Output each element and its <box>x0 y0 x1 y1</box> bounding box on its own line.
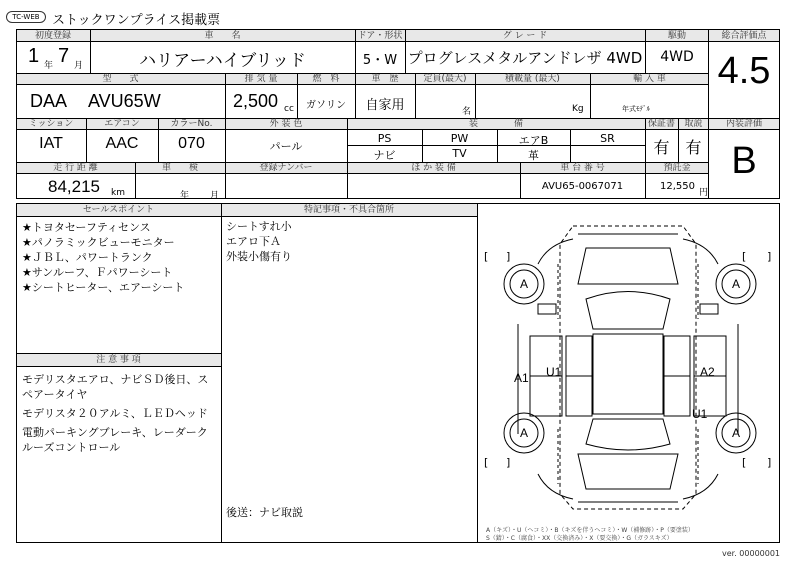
damage-mark: U1 <box>546 365 562 379</box>
bracket: [ <box>484 250 489 263</box>
car-name-value: ハリアーハイブリッド <box>139 51 306 71</box>
equip-3: エアB <box>518 134 549 147</box>
note-item: 外装小傷有り <box>226 250 292 263</box>
label-first-reg: 初度登録 <box>34 31 71 41</box>
legend-line-2: S（錆）・C（腐食）・XX（交換済み）・X（要交換）・G（ガラスキズ） <box>486 535 673 542</box>
manual-value: 有 <box>685 138 702 157</box>
unit-km: km <box>111 188 125 198</box>
bracket: ] <box>506 456 511 469</box>
displacement-value: 2,500 <box>233 91 279 111</box>
equip-5: ナビ <box>373 149 396 162</box>
label-overall-eval: 総合評価点 <box>721 31 767 41</box>
grade-value: プログレスメタルアンドレザ 4WD <box>407 49 643 67</box>
label-cautions: 注 意 事 項 <box>96 355 141 365</box>
label-inspection: 車 検 <box>161 163 198 173</box>
mileage-value: 84,215 <box>48 177 100 196</box>
damage-mark: U1 <box>692 407 708 421</box>
unit-year-1: 年 <box>44 61 54 71</box>
label-equipment: 装 備 <box>468 119 523 129</box>
unit-month-1: 月 <box>74 61 84 71</box>
tire-front-left: A <box>520 277 529 291</box>
history-value: 自家用 <box>365 98 405 113</box>
unit-month-2: 月 <box>210 191 220 201</box>
label-manual: 取説 <box>684 119 703 129</box>
notes-footer: 後送：ナビ取説 <box>226 506 303 519</box>
unit-kg: Kg <box>572 104 584 114</box>
sales-point: ★シートヒーター、エアーシート <box>22 281 185 294</box>
sales-point: ★サンルーフ、Ｆパワーシート <box>22 266 173 279</box>
label-drive: 駆動 <box>667 31 686 41</box>
label-notes: 特記事項・不具合箇所 <box>303 205 394 215</box>
unit-year-2: 年 <box>180 191 190 201</box>
bracket: [ <box>484 456 489 469</box>
bracket: ] <box>506 250 511 263</box>
damage-mark: A1 <box>514 371 529 385</box>
drive-value: 4WD <box>660 49 694 65</box>
label-interior-eval: 内装評価 <box>725 119 762 129</box>
note-item: エアロ下Ａ <box>226 235 281 248</box>
unit-cc: cc <box>284 104 294 114</box>
equip-4: SR <box>600 132 615 145</box>
aircon-value: AAC <box>105 135 139 152</box>
fuel-value: ガソリン <box>306 100 346 111</box>
caution-item: 電動パーキングブレーキ、レーダークルーズコントロール <box>22 426 208 454</box>
label-model: 型 式 <box>102 74 139 84</box>
car-diagram <box>478 204 779 524</box>
sales-point: ★パノラミックビューモニター <box>22 236 175 249</box>
label-displacement: 排 気 量 <box>244 74 278 84</box>
label-fuel: 燃 料 <box>312 74 340 84</box>
deposit-value: 12,550 <box>660 181 695 192</box>
mission-value: IAT <box>39 135 63 152</box>
label-mileage: 走 行 距 離 <box>53 163 98 173</box>
damage-mark: A2 <box>700 365 715 379</box>
page-title: ストックワンプライス掲載票 <box>52 13 221 28</box>
caution-item: モデリスタ２０アルミ、ＬＥＤヘッド <box>22 407 208 420</box>
equip-1: PS <box>377 132 392 145</box>
tire-front-right: A <box>732 277 741 291</box>
note-item: シートすれ小 <box>226 220 292 233</box>
label-car-name: 車 名 <box>204 31 241 41</box>
exterior-color-value: パール <box>269 140 303 153</box>
bracket: ] <box>767 250 772 263</box>
label-mission: ミッション <box>28 119 74 129</box>
unit-people: 名 <box>462 107 472 117</box>
label-capacity: 定員(最大) <box>423 74 467 84</box>
equip-6: TV <box>452 147 467 160</box>
label-deposit: 預託金 <box>663 163 691 173</box>
caution-item: モデリスタエアロ、ナビＳＤ後日、スペアータイヤ <box>22 373 209 401</box>
label-aircon: エアコン <box>104 119 140 129</box>
version-label: ver. 00000001 <box>722 549 781 558</box>
bracket: [ <box>742 250 747 263</box>
label-sales-points: セールスポイント <box>82 205 155 215</box>
door-form-value: 5・W <box>362 53 398 68</box>
chassis-number-value: AVU65-0067071 <box>541 181 624 192</box>
label-reg-number: 登録ナンバー <box>259 163 313 173</box>
notes-list <box>226 219 472 264</box>
bracket: [ <box>742 456 747 469</box>
label-exterior-color: 外 装 色 <box>269 119 303 129</box>
logo: TC-WEB <box>6 11 46 23</box>
sales-points-list <box>22 220 218 295</box>
label-other-equipment: ほ か 装 備 <box>411 163 456 173</box>
sales-point: ★ＪＢＬ、パワートランク <box>22 251 153 264</box>
first-reg-month: 7 <box>58 45 70 67</box>
bracket: ] <box>767 456 772 469</box>
cautions-list <box>22 372 218 455</box>
label-history: 車 歴 <box>371 74 399 84</box>
label-warranty: 保証書 <box>647 119 675 129</box>
equip-2: PW <box>450 132 469 145</box>
sales-point: ★トヨタセーフティセンス <box>22 221 151 234</box>
warranty-value: 有 <box>653 138 670 157</box>
interior-score: B <box>731 140 757 182</box>
label-color-no: カラーNo. <box>170 119 213 129</box>
label-chassis-number: 車 台 番 号 <box>560 163 605 173</box>
tire-rear-right: A <box>732 426 741 440</box>
overall-score: 4.5 <box>717 50 771 92</box>
color-no-value: 070 <box>178 135 205 152</box>
model-prefix: DAA <box>30 91 68 111</box>
model-code: AVU65W <box>88 91 161 111</box>
label-load: 積載量 (最大) <box>505 74 560 84</box>
label-grade: グ レ ー ド <box>502 31 548 41</box>
tire-rear-left: A <box>520 426 529 440</box>
legend-line-1: A（キズ）・U（ヘコミ）・B（キズを伴うヘコミ）・W（補修跡）・P（要塗装） <box>486 527 694 534</box>
label-import: 輸 入 車 <box>633 74 666 84</box>
equip-7: 革 <box>528 149 539 162</box>
label-door-form: ドア・形状 <box>357 31 403 41</box>
model-year-label: 年式ﾓﾃﾞﾙ <box>622 105 650 113</box>
first-reg-year: 1 <box>28 45 40 67</box>
unit-yen: 円 <box>699 188 709 198</box>
